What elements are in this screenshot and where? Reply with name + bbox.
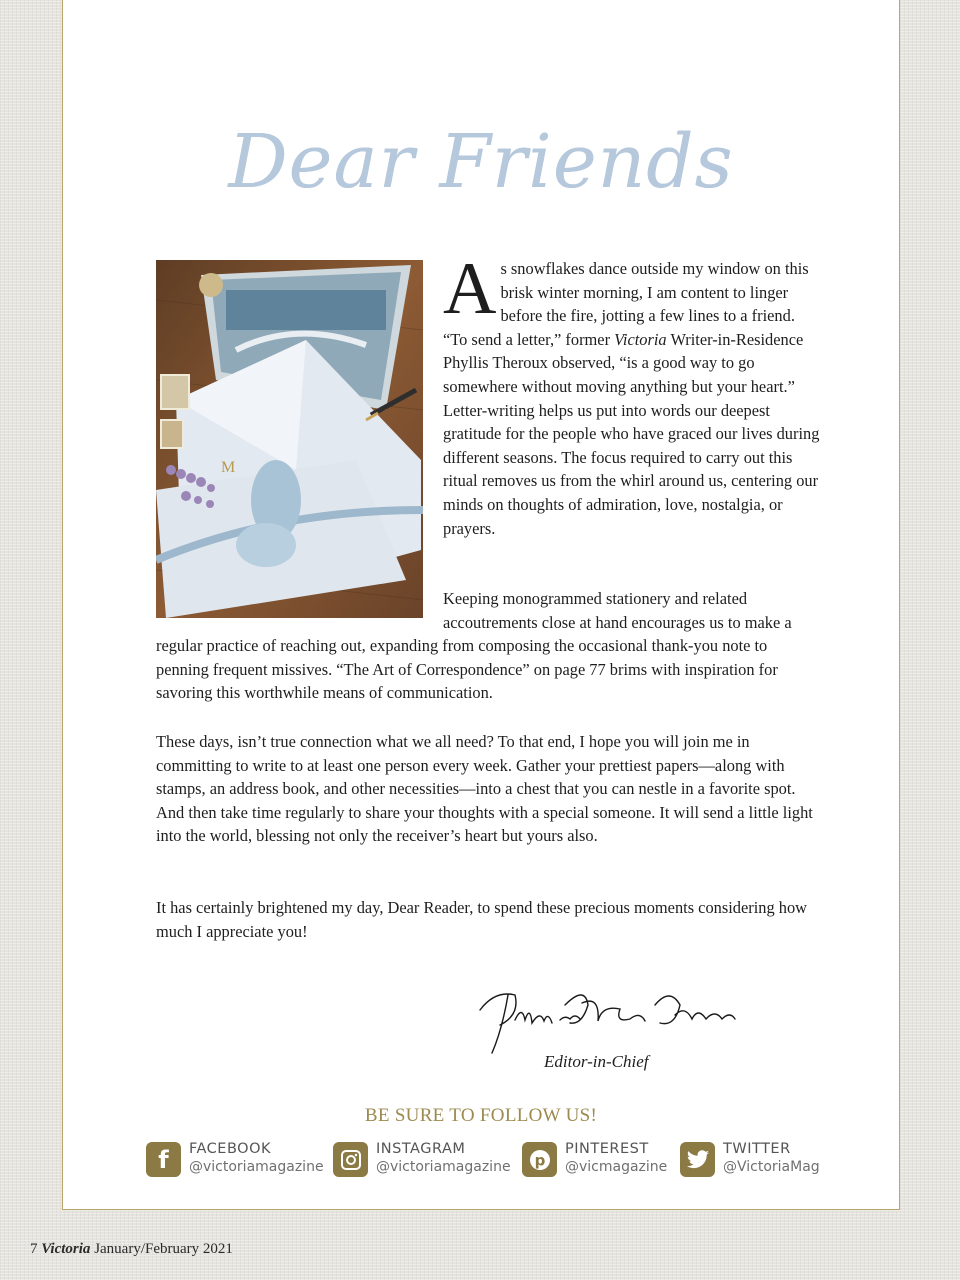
facebook-icon: f (146, 1142, 181, 1177)
paragraph-1-text: s snowflakes dance outside my window on this brisk winter morning, I am content to linger before the fire, jotting a few lines to a friend. “To send a letter,” former (443, 259, 809, 349)
social-facebook[interactable] (146, 1140, 324, 1180)
pinterest-icon (522, 1142, 557, 1177)
page-title-text: Dear Friends (228, 119, 734, 205)
twitter-label: TWITTER (723, 1141, 791, 1157)
editor-signature (470, 975, 740, 1060)
editor-title: Editor-in-Chief (544, 1052, 649, 1071)
instagram-icon (333, 1142, 368, 1177)
twitter-bird-glyph (686, 1150, 710, 1170)
page-number: 7 (30, 1241, 38, 1257)
instagram-handle: @victoriamagazine (376, 1159, 511, 1175)
facebook-label: FACEBOOK (189, 1141, 271, 1157)
page-title (62, 119, 900, 205)
instagram-label: INSTAGRAM (376, 1141, 466, 1157)
magazine-name: Victoria (41, 1241, 91, 1257)
social-twitter[interactable] (680, 1140, 820, 1180)
paragraph-2-text: Keeping monogrammed stationery and related accoutrements close at hand encourages us to make a regular practice of reaching out, expanding from composing the occasional thank-you note to penning frequent missives. “The Art of Correspondence” on page 77 brims with inspiration for savoring this worthwhile means of communication. (156, 589, 792, 703)
drop-cap: A (443, 248, 497, 330)
svg-text:p: p (534, 1151, 545, 1169)
twitter-icon (680, 1142, 715, 1177)
twitter-handle: @VictoriaMag (723, 1159, 820, 1175)
photo-spacer (156, 587, 443, 634)
pinterest-label: PINTEREST (565, 1141, 649, 1157)
handwritten-signature (470, 975, 740, 1055)
magazine-name-italic: Victoria (614, 329, 667, 349)
facebook-handle: @victoriamagazine (189, 1159, 324, 1175)
follow-heading: BE SURE TO FOLLOW US! (364, 1105, 598, 1126)
pinterest-handle: @vicmagazine (565, 1159, 668, 1175)
page-folio (30, 1241, 233, 1258)
social-instagram[interactable] (333, 1140, 511, 1180)
social-pinterest[interactable] (522, 1140, 667, 1180)
letter-paragraph-2 (156, 587, 820, 705)
photo-spacer (156, 257, 443, 575)
letter-paragraph-1 (156, 248, 820, 575)
instagram-glyph (340, 1149, 362, 1171)
letter-paragraph-4: It has certainly brightened my day, Dear Reader, to spend these precious moments considering how much I appreciate you! (156, 898, 807, 941)
paragraph-1-end: Writer-in-Residence Phyllis Theroux observed, “is a good way to go somewhere without moving anything but your heart.” Letter-writing helps us put into words our deepest gratitude for the people who have graced our lives during different seasons. The focus required to carry out this ritual removes us from the whirl around us, centering our minds on thoughts of admiration, love, nostalgia, or prayers. (443, 329, 820, 538)
pinterest-glyph (528, 1148, 552, 1172)
svg-text:M: M (221, 459, 236, 476)
letter-paragraph-3: These days, isn’t true connection what we all need? To that end, I hope you will join me in committing to write to at least one person every week. Gather your prettiest papers—along with stamps, an address book, and other necessities—into a chest that you can nestle in a favorite spot. And then take time regularly to share your thoughts with a special someone. It will send a little light into the world, blessing not only the receiver’s heart but yours also. (156, 732, 813, 846)
issue-date: January/February 2021 (94, 1241, 233, 1257)
